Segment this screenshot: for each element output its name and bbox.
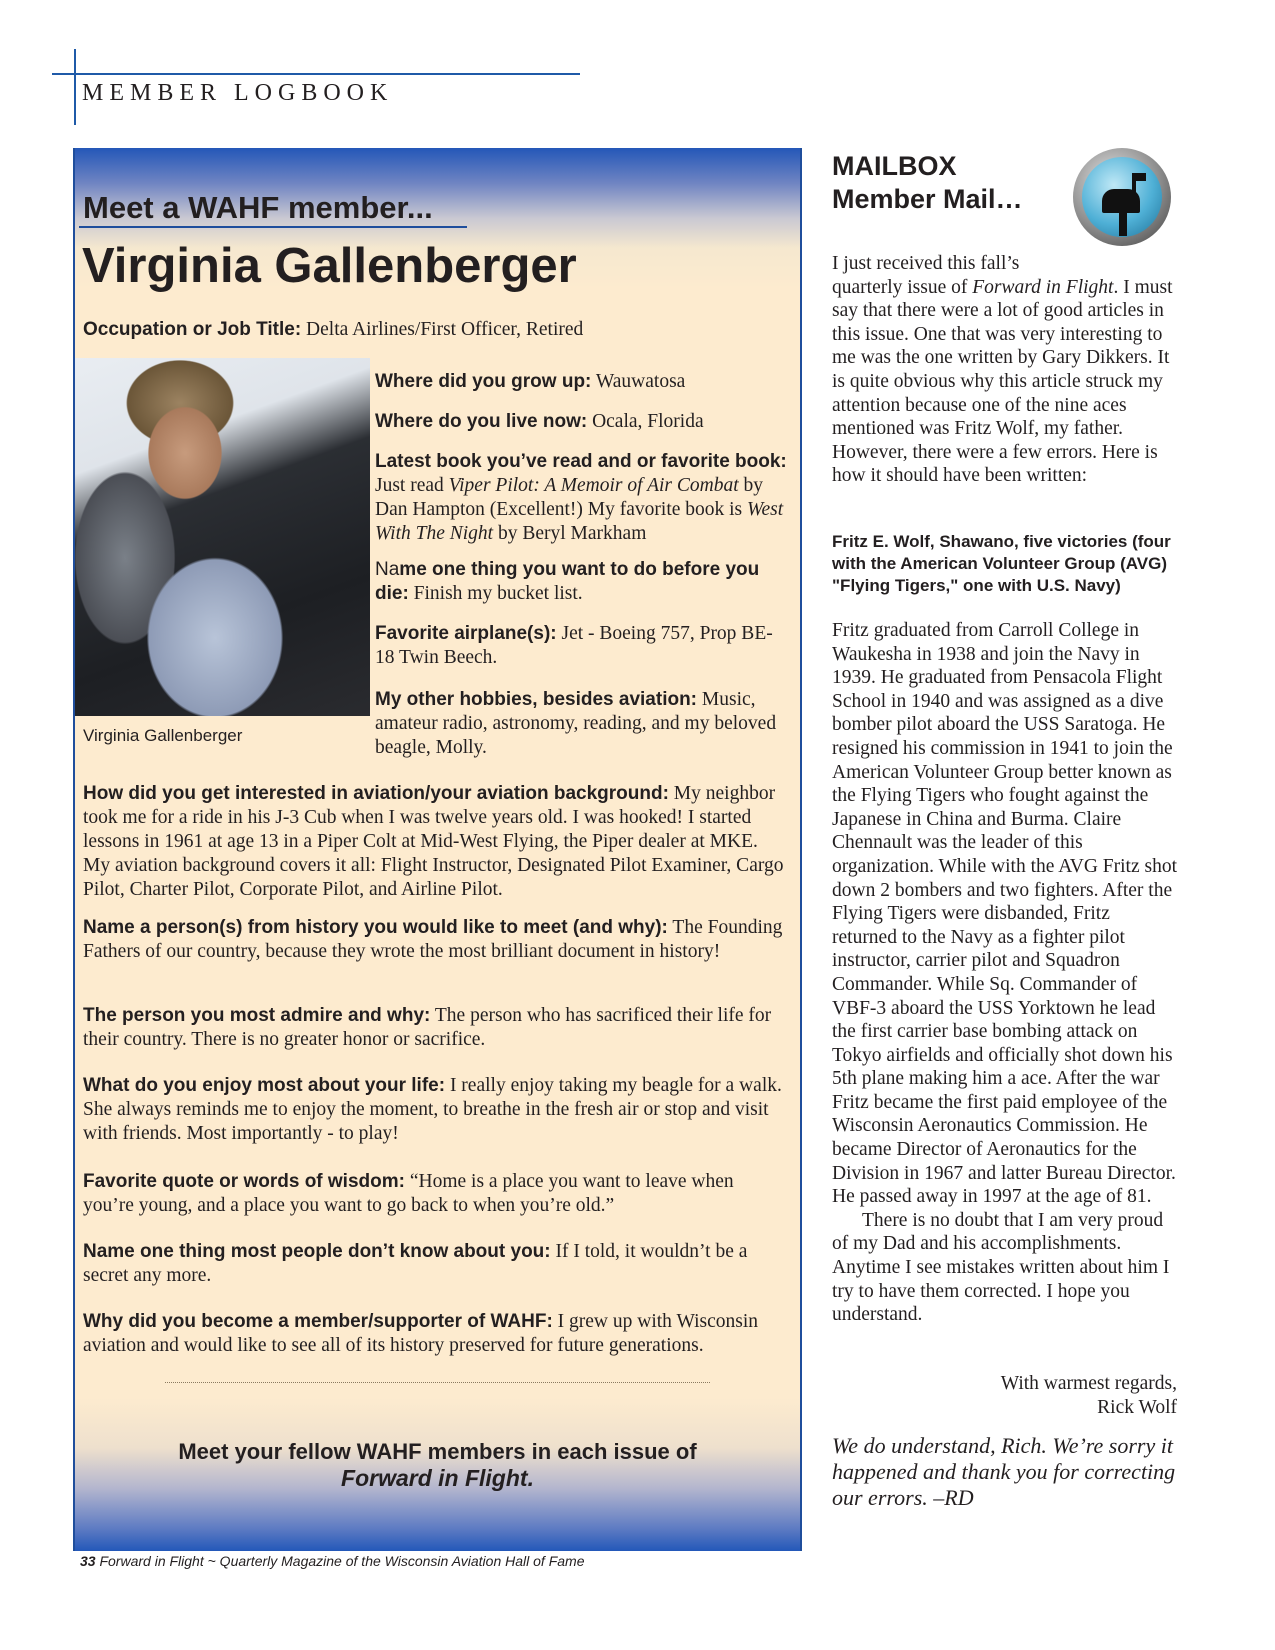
header-rule-vertical bbox=[74, 49, 76, 125]
letter-body bbox=[832, 619, 1177, 1327]
qa-airplanes bbox=[375, 622, 790, 670]
qa-live-now bbox=[375, 410, 790, 434]
qa-grew-up bbox=[375, 370, 790, 394]
closing-paragraph: There is no doubt that I am very proud of my Dad and his accomplishments. Anytime I see mistakes written about him I try to have them corrected. I hope you understand. bbox=[832, 1209, 1170, 1326]
book-title: Viper Pilot: A Memoir of Air Combat bbox=[448, 475, 739, 496]
question: Where do you live now: bbox=[375, 411, 588, 432]
qa-occupation bbox=[83, 318, 783, 342]
kicker-underline bbox=[79, 226, 467, 228]
answer: Ocala, Florida bbox=[592, 411, 704, 432]
member-photo bbox=[75, 358, 370, 716]
answer: I grew up with Wisconsin aviation and would like to see all of its history preserved for future generations. bbox=[83, 1311, 758, 1356]
answer: The Founding Fathers of our country, because they wrote the most brilliant document in history! bbox=[83, 917, 783, 962]
member-profile-box bbox=[73, 148, 802, 1551]
answer: Finish my bucket list. bbox=[413, 583, 583, 604]
mailbox-icon bbox=[1073, 148, 1171, 246]
qa-enjoy bbox=[83, 1074, 788, 1146]
member-name: Virginia Gallenberger bbox=[82, 239, 577, 293]
header-rule-horizontal bbox=[52, 73, 580, 75]
qa-unknown bbox=[83, 1240, 788, 1288]
sign-off: With warmest regards, bbox=[1000, 1373, 1177, 1394]
mailbox-icon-face bbox=[1082, 157, 1162, 237]
intro-line: I just received this fall’s bbox=[832, 253, 1020, 274]
text: quarterly issue of bbox=[832, 276, 973, 298]
question: Favorite quote or words of wisdom: bbox=[83, 1171, 405, 1192]
mailbox-subtitle: Member Mail… bbox=[832, 184, 1023, 214]
question: me one thing you want to do before you die: bbox=[375, 559, 760, 604]
answer-part: Just read bbox=[375, 475, 449, 496]
question: The person you most admire and why: bbox=[83, 1005, 431, 1026]
editor-reply: We do understand, Rich. We’re sorry it happened and thank you for correcting our errors. –RD bbox=[832, 1433, 1176, 1510]
question: Favorite airplane(s): bbox=[375, 623, 557, 644]
answer-part: by Beryl Markham bbox=[493, 523, 647, 544]
magazine-title: Forward in Flight. bbox=[341, 1465, 534, 1491]
qa-before-die bbox=[375, 558, 790, 606]
qa-admire bbox=[83, 1004, 788, 1052]
mailbox-flag bbox=[1132, 173, 1146, 181]
qa-hobbies bbox=[375, 688, 790, 760]
signer-name: Rick Wolf bbox=[1097, 1397, 1177, 1418]
question: Where did you grow up: bbox=[375, 371, 592, 392]
question: Latest book you’ve read and or favorite book: bbox=[375, 451, 787, 472]
fritz-heading: Fritz E. Wolf, Shawano, five victories (four with the American Volunteer Group (AVG) "Flying Tigers," one with U.S. Navy) bbox=[832, 532, 1171, 595]
answer: The person who has sacrificed their life for their country. There is no greater honor or sacrifice. bbox=[83, 1005, 772, 1050]
question: Name one thing most people don’t know about you: bbox=[83, 1241, 551, 1262]
page-number: 33 bbox=[80, 1553, 96, 1569]
question-part: Na bbox=[375, 559, 400, 580]
photo-caption: Virginia Gallenberger bbox=[83, 726, 243, 745]
question: Why did you become a member/supporter of WAHF: bbox=[83, 1311, 553, 1332]
letter-intro bbox=[832, 252, 1177, 488]
answer: If I told, it wouldn’t be a secret any more. bbox=[83, 1241, 748, 1286]
qa-why-member bbox=[83, 1310, 788, 1358]
question: How did you get interested in aviation/your aviation background: bbox=[83, 783, 669, 804]
qa-book bbox=[375, 450, 790, 546]
fritz-bio: Fritz graduated from Carroll College in Waukesha in 1938 and join the Navy in 1939. He graduated from Pensacola Flight School in 1940 and was assigned as a dive bomber pilot aboard the USS Saratoga. He resigned his commission in 1941 to join the American Volunteer Group better known as the Flying Tigers who fought against the Japanese in China and Burma. Claire Chennault was the leader of this organization. While with the AVG Fritz shot down 2 bombers and two fighters. After the Flying Tigers were disbanded, Fritz returned to the Navy as a fighter pilot instructor, carrier pilot and Squadron Commander. While Sq. Commander of VBF-3 aboard the USS Yorktown he lead the first carrier base bombing attack on Tokyo airfields and officially shot down his 5th plane making him a ace. After the war Fritz became the first paid employee of the Wisconsin Aeronautics Commission. He became Director of Aeronautics for the Division in 1967 and latter Bureau Director. He passed away in 1997 at the age of 81. bbox=[832, 620, 1178, 1208]
answer: Music, amateur radio, astronomy, reading, and my beloved beagle, Molly. bbox=[375, 689, 777, 758]
profile-kicker: Meet a WAHF member... bbox=[83, 190, 433, 225]
answer: My neighbor took me for a ride in his J-3 Cub when I was twelve years old. I was hooked! I started lessons in 1961 at age 13 in a Piper Colt at Mid-West Flying, the Piper dealer at MKE. My aviation background covers it all: Flight Instructor, Designated Pilot Examiner, Cargo Pilot, Charter Pilot, Corporate Pilot, and Airline Pilot. bbox=[83, 783, 784, 900]
answer: “Home is a place you want to leave when you’re young, and a place you want to go back to when you’re old.” bbox=[83, 1171, 734, 1216]
answer: Wauwatosa bbox=[595, 371, 686, 392]
question: My other hobbies, besides aviation: bbox=[375, 689, 698, 710]
question: Occupation or Job Title: bbox=[83, 319, 302, 340]
mailbox-title: MAILBOX bbox=[832, 151, 957, 181]
qa-background bbox=[83, 782, 788, 902]
answer: Jet - Boeing 757, Prop BE-18 Twin Beech. bbox=[375, 623, 773, 668]
qa-history-person bbox=[83, 916, 788, 964]
question: Name a person(s) from history you would like to meet (and why): bbox=[83, 917, 668, 938]
answer: I really enjoy taking my beagle for a walk. She always reminds me to enjoy the moment, to breathe in the fresh air or stop and visit with friends. Most importantly - to play! bbox=[83, 1075, 782, 1144]
promo-line: Meet your fellow WAHF members in each issue of bbox=[178, 1439, 697, 1464]
magazine-title: Forward in Flight bbox=[972, 276, 1114, 298]
intro-paragraph bbox=[832, 276, 1177, 488]
answer-part: by Dan Hampton (Excellent!) My favorite book is bbox=[375, 475, 763, 520]
section-title: MEMBER LOGBOOK bbox=[82, 80, 394, 106]
page-footer bbox=[80, 1553, 585, 1569]
answer: Delta Airlines/First Officer, Retired bbox=[306, 319, 584, 340]
dotted-divider bbox=[165, 1382, 710, 1383]
mailbox-post bbox=[1119, 212, 1127, 236]
text: . I must say that there were a lot of good articles in this issue. One that was very interesting to me was the one written by Gary Dikkers. It is quite obvious why this article struck my attention because one of the nine aces mentioned was Fritz Wolf, my father. However, there were a few errors. Here is how it should have been written: bbox=[832, 276, 1173, 487]
promo-text bbox=[75, 1438, 800, 1492]
footer-text: Forward in Flight ~ Quarterly Magazine of the Wisconsin Aviation Hall of Fame bbox=[95, 1553, 585, 1569]
qa-quote bbox=[83, 1170, 788, 1218]
question: What do you enjoy most about your life: bbox=[83, 1075, 446, 1096]
book-title: West With The Night bbox=[375, 499, 784, 544]
